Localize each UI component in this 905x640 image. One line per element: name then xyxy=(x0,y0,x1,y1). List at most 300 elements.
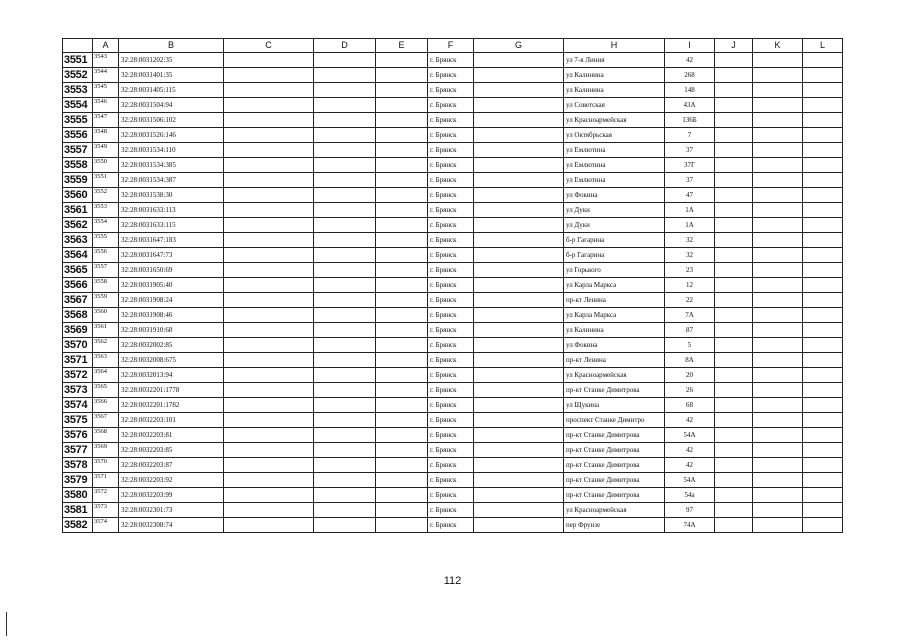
cell-l xyxy=(803,68,843,83)
cell-i: 37 xyxy=(665,143,715,158)
cell-a: 3564 xyxy=(93,368,119,383)
cell-k xyxy=(753,248,803,263)
cell-h: ул Горького xyxy=(564,263,665,278)
cell-f: г. Брянск xyxy=(428,338,474,353)
cell-g xyxy=(474,113,564,128)
cell-i: 37Г xyxy=(665,158,715,173)
column-header-corner xyxy=(63,39,93,53)
cell-i: 32 xyxy=(665,248,715,263)
cell-h: ул 7-я Линия xyxy=(564,53,665,68)
cell-d xyxy=(314,188,376,203)
row-number: 3555 xyxy=(63,113,93,128)
cell-b: 32:28:0031534:385 xyxy=(119,158,224,173)
cell-i: 12 xyxy=(665,278,715,293)
cell-l xyxy=(803,218,843,233)
cell-f: г. Брянск xyxy=(428,128,474,143)
row-number: 3582 xyxy=(63,518,93,533)
cell-b: 32:28:0031504:94 xyxy=(119,98,224,113)
cell-d xyxy=(314,203,376,218)
cell-e xyxy=(376,413,428,428)
cell-a: 3557 xyxy=(93,263,119,278)
cell-f: г. Брянск xyxy=(428,518,474,533)
cell-l xyxy=(803,278,843,293)
cell-b: 32:28:0031526:146 xyxy=(119,128,224,143)
data-table xyxy=(62,38,843,533)
column-header-k: K xyxy=(753,39,803,53)
cell-g xyxy=(474,278,564,293)
cell-c xyxy=(224,368,314,383)
cell-l xyxy=(803,203,843,218)
cell-f: г. Брянск xyxy=(428,488,474,503)
cell-e xyxy=(376,488,428,503)
cell-l xyxy=(803,53,843,68)
cell-d xyxy=(314,458,376,473)
margin-mark xyxy=(6,612,7,636)
table-row xyxy=(63,368,843,383)
cell-d xyxy=(314,113,376,128)
cell-l xyxy=(803,128,843,143)
cell-g xyxy=(474,353,564,368)
cell-k xyxy=(753,68,803,83)
cell-k xyxy=(753,353,803,368)
cell-c xyxy=(224,98,314,113)
cell-j xyxy=(715,338,753,353)
cell-h: ул Емлютина xyxy=(564,158,665,173)
cell-d xyxy=(314,413,376,428)
cell-b: 32:28:0031910:68 xyxy=(119,323,224,338)
cell-a: 3566 xyxy=(93,398,119,413)
cell-a: 3572 xyxy=(93,488,119,503)
cell-b: 32:28:0031534:110 xyxy=(119,143,224,158)
cell-g xyxy=(474,53,564,68)
cell-j xyxy=(715,53,753,68)
cell-k xyxy=(753,263,803,278)
cell-j xyxy=(715,188,753,203)
cell-e xyxy=(376,188,428,203)
cell-l xyxy=(803,113,843,128)
cell-j xyxy=(715,368,753,383)
cell-b: 32:28:0031650:69 xyxy=(119,263,224,278)
cell-d xyxy=(314,143,376,158)
cell-b: 32:28:0031633:115 xyxy=(119,218,224,233)
cell-g xyxy=(474,218,564,233)
table-row xyxy=(63,293,843,308)
cell-f: г. Брянск xyxy=(428,218,474,233)
cell-f: г. Брянск xyxy=(428,443,474,458)
cell-h: б-р Гагарина xyxy=(564,248,665,263)
cell-h: ул Фокина xyxy=(564,338,665,353)
cell-f: г. Брянск xyxy=(428,263,474,278)
cell-l xyxy=(803,188,843,203)
cell-f: г. Брянск xyxy=(428,398,474,413)
row-number: 3581 xyxy=(63,503,93,518)
row-number: 3562 xyxy=(63,218,93,233)
cell-a: 3544 xyxy=(93,68,119,83)
cell-l xyxy=(803,368,843,383)
cell-f: г. Брянск xyxy=(428,98,474,113)
cell-k xyxy=(753,113,803,128)
cell-b: 32:28:0032203:99 xyxy=(119,488,224,503)
table-row xyxy=(63,458,843,473)
cell-a: 3556 xyxy=(93,248,119,263)
cell-i: 32 xyxy=(665,233,715,248)
cell-f: г. Брянск xyxy=(428,68,474,83)
cell-a: 3547 xyxy=(93,113,119,128)
cell-f: г. Брянск xyxy=(428,203,474,218)
cell-l xyxy=(803,353,843,368)
cell-b: 32:28:0031534:387 xyxy=(119,173,224,188)
cell-i: 74А xyxy=(665,518,715,533)
cell-b: 32:28:0032308:74 xyxy=(119,518,224,533)
cell-c xyxy=(224,518,314,533)
cell-a: 3574 xyxy=(93,518,119,533)
cell-e xyxy=(376,278,428,293)
cell-l xyxy=(803,98,843,113)
cell-c xyxy=(224,248,314,263)
cell-c xyxy=(224,443,314,458)
table-row xyxy=(63,308,843,323)
cell-a: 3543 xyxy=(93,53,119,68)
cell-j xyxy=(715,293,753,308)
cell-l xyxy=(803,473,843,488)
cell-h: пер Фрунзе xyxy=(564,518,665,533)
cell-a: 3570 xyxy=(93,458,119,473)
cell-h: ул Красноармейская xyxy=(564,113,665,128)
cell-e xyxy=(376,263,428,278)
cell-d xyxy=(314,383,376,398)
cell-g xyxy=(474,293,564,308)
cell-d xyxy=(314,503,376,518)
cell-a: 3562 xyxy=(93,338,119,353)
cell-e xyxy=(376,143,428,158)
cell-c xyxy=(224,293,314,308)
cell-a: 3559 xyxy=(93,293,119,308)
cell-e xyxy=(376,308,428,323)
cell-b: 32:28:0032008:675 xyxy=(119,353,224,368)
cell-i: 37 xyxy=(665,173,715,188)
cell-a: 3555 xyxy=(93,233,119,248)
cell-a: 3563 xyxy=(93,353,119,368)
cell-e xyxy=(376,338,428,353)
cell-b: 32:28:0032203:92 xyxy=(119,473,224,488)
row-number: 3578 xyxy=(63,458,93,473)
cell-b: 32:28:0031647:183 xyxy=(119,233,224,248)
table-row xyxy=(63,473,843,488)
cell-l xyxy=(803,263,843,278)
row-number: 3570 xyxy=(63,338,93,353)
cell-g xyxy=(474,263,564,278)
cell-a: 3552 xyxy=(93,188,119,203)
cell-a: 3573 xyxy=(93,503,119,518)
cell-j xyxy=(715,443,753,458)
cell-h: пр-кт Станке Димитрова xyxy=(564,383,665,398)
row-number: 3563 xyxy=(63,233,93,248)
cell-k xyxy=(753,473,803,488)
cell-l xyxy=(803,383,843,398)
column-header-h: H xyxy=(564,39,665,53)
cell-g xyxy=(474,413,564,428)
cell-c xyxy=(224,353,314,368)
cell-h: проспект Станке Димитро xyxy=(564,413,665,428)
cell-d xyxy=(314,263,376,278)
table-row xyxy=(63,233,843,248)
cell-j xyxy=(715,68,753,83)
table-row xyxy=(63,443,843,458)
cell-k xyxy=(753,413,803,428)
cell-j xyxy=(715,398,753,413)
cell-f: г. Брянск xyxy=(428,368,474,383)
cell-d xyxy=(314,83,376,98)
cell-k xyxy=(753,308,803,323)
cell-f: г. Брянск xyxy=(428,113,474,128)
table-row xyxy=(63,158,843,173)
table-row xyxy=(63,98,843,113)
cell-i: 7 xyxy=(665,128,715,143)
cell-d xyxy=(314,248,376,263)
cell-e xyxy=(376,53,428,68)
cell-j xyxy=(715,128,753,143)
row-number: 3567 xyxy=(63,293,93,308)
cell-j xyxy=(715,98,753,113)
cell-g xyxy=(474,443,564,458)
cell-c xyxy=(224,113,314,128)
cell-e xyxy=(376,443,428,458)
cell-i: 268 xyxy=(665,68,715,83)
cell-j xyxy=(715,323,753,338)
cell-c xyxy=(224,203,314,218)
cell-j xyxy=(715,233,753,248)
row-number: 3556 xyxy=(63,128,93,143)
cell-h: ул Калинина xyxy=(564,83,665,98)
cell-f: г. Брянск xyxy=(428,158,474,173)
cell-c xyxy=(224,383,314,398)
cell-b: 32:28:0032203:101 xyxy=(119,413,224,428)
cell-c xyxy=(224,158,314,173)
cell-e xyxy=(376,428,428,443)
cell-e xyxy=(376,398,428,413)
column-header-l: L xyxy=(803,39,843,53)
column-header-j: J xyxy=(715,39,753,53)
cell-j xyxy=(715,413,753,428)
cell-b: 32:28:0031202:35 xyxy=(119,53,224,68)
cell-d xyxy=(314,398,376,413)
cell-e xyxy=(376,353,428,368)
cell-e xyxy=(376,218,428,233)
cell-c xyxy=(224,83,314,98)
cell-k xyxy=(753,203,803,218)
cell-b: 32:28:0031905:40 xyxy=(119,278,224,293)
cell-f: г. Брянск xyxy=(428,143,474,158)
cell-k xyxy=(753,278,803,293)
cell-l xyxy=(803,413,843,428)
cell-k xyxy=(753,383,803,398)
cell-e xyxy=(376,518,428,533)
cell-i: 5 xyxy=(665,338,715,353)
cell-g xyxy=(474,338,564,353)
table-row xyxy=(63,188,843,203)
table-row xyxy=(63,503,843,518)
cell-i: 87 xyxy=(665,323,715,338)
cell-i: 1А xyxy=(665,218,715,233)
cell-b: 32:28:0031506:102 xyxy=(119,113,224,128)
row-number: 3579 xyxy=(63,473,93,488)
cell-k xyxy=(753,143,803,158)
column-header-c: C xyxy=(224,39,314,53)
cell-k xyxy=(753,293,803,308)
cell-h: ул Дуки xyxy=(564,203,665,218)
cell-h: пр-кт Ленина xyxy=(564,293,665,308)
cell-i: 148 xyxy=(665,83,715,98)
cell-l xyxy=(803,338,843,353)
table-row xyxy=(63,488,843,503)
cell-h: пр-кт Станке Димитрова xyxy=(564,458,665,473)
cell-d xyxy=(314,68,376,83)
table-row xyxy=(63,518,843,533)
cell-k xyxy=(753,428,803,443)
table-row xyxy=(63,353,843,368)
cell-f: г. Брянск xyxy=(428,233,474,248)
cell-c xyxy=(224,68,314,83)
cell-i: 42 xyxy=(665,413,715,428)
cell-l xyxy=(803,248,843,263)
cell-g xyxy=(474,428,564,443)
cell-k xyxy=(753,488,803,503)
cell-c xyxy=(224,503,314,518)
cell-h: пр-кт Станке Димитрова xyxy=(564,428,665,443)
cell-l xyxy=(803,233,843,248)
cell-d xyxy=(314,428,376,443)
cell-h: пр-кт Ленина xyxy=(564,353,665,368)
row-number: 3569 xyxy=(63,323,93,338)
cell-e xyxy=(376,158,428,173)
cell-g xyxy=(474,173,564,188)
row-number: 3571 xyxy=(63,353,93,368)
cell-j xyxy=(715,263,753,278)
table-row xyxy=(63,203,843,218)
row-number: 3565 xyxy=(63,263,93,278)
cell-g xyxy=(474,503,564,518)
cell-k xyxy=(753,158,803,173)
cell-f: г. Брянск xyxy=(428,188,474,203)
cell-j xyxy=(715,428,753,443)
cell-k xyxy=(753,368,803,383)
cell-a: 3548 xyxy=(93,128,119,143)
row-number: 3568 xyxy=(63,308,93,323)
cell-l xyxy=(803,83,843,98)
row-number: 3572 xyxy=(63,368,93,383)
cell-b: 32:28:0032203:85 xyxy=(119,443,224,458)
cell-d xyxy=(314,98,376,113)
cell-k xyxy=(753,458,803,473)
cell-c xyxy=(224,338,314,353)
cell-h: ул Красноармейская xyxy=(564,368,665,383)
cell-j xyxy=(715,203,753,218)
cell-e xyxy=(376,503,428,518)
cell-g xyxy=(474,473,564,488)
cell-b: 32:28:0032201:1782 xyxy=(119,398,224,413)
cell-h: ул Дуки xyxy=(564,218,665,233)
cell-g xyxy=(474,458,564,473)
cell-k xyxy=(753,323,803,338)
cell-c xyxy=(224,323,314,338)
cell-i: 42 xyxy=(665,458,715,473)
cell-g xyxy=(474,248,564,263)
cell-b: 32:28:0031647:73 xyxy=(119,248,224,263)
cell-e xyxy=(376,68,428,83)
cell-a: 3560 xyxy=(93,308,119,323)
cell-f: г. Брянск xyxy=(428,503,474,518)
cell-g xyxy=(474,233,564,248)
cell-b: 32:28:0032301:73 xyxy=(119,503,224,518)
row-number: 3560 xyxy=(63,188,93,203)
cell-f: г. Брянск xyxy=(428,383,474,398)
cell-i: 54А xyxy=(665,473,715,488)
cell-h: ул Емлютина xyxy=(564,173,665,188)
cell-j xyxy=(715,83,753,98)
cell-d xyxy=(314,53,376,68)
cell-l xyxy=(803,308,843,323)
column-header-b: B xyxy=(119,39,224,53)
cell-l xyxy=(803,458,843,473)
row-number: 3576 xyxy=(63,428,93,443)
cell-j xyxy=(715,143,753,158)
cell-i: 22 xyxy=(665,293,715,308)
cell-e xyxy=(376,128,428,143)
cell-g xyxy=(474,128,564,143)
cell-c xyxy=(224,473,314,488)
table-row xyxy=(63,413,843,428)
row-number: 3558 xyxy=(63,158,93,173)
cell-h: ул Калинина xyxy=(564,68,665,83)
cell-l xyxy=(803,143,843,158)
column-header-row xyxy=(63,39,843,53)
cell-k xyxy=(753,443,803,458)
cell-e xyxy=(376,473,428,488)
cell-l xyxy=(803,173,843,188)
cell-h: ул Карла Маркса xyxy=(564,308,665,323)
cell-i: 54А xyxy=(665,428,715,443)
cell-d xyxy=(314,158,376,173)
cell-k xyxy=(753,518,803,533)
column-header-a: A xyxy=(93,39,119,53)
cell-b: 32:28:0032201:1778 xyxy=(119,383,224,398)
cell-d xyxy=(314,308,376,323)
cell-c xyxy=(224,173,314,188)
row-number: 3559 xyxy=(63,173,93,188)
cell-f: г. Брянск xyxy=(428,293,474,308)
column-header-i: I xyxy=(665,39,715,53)
cell-l xyxy=(803,398,843,413)
table-row xyxy=(63,218,843,233)
cell-a: 3568 xyxy=(93,428,119,443)
cell-d xyxy=(314,278,376,293)
cell-e xyxy=(376,248,428,263)
cell-k xyxy=(753,503,803,518)
table-row xyxy=(63,383,843,398)
cell-e xyxy=(376,113,428,128)
cell-i: 20 xyxy=(665,368,715,383)
column-header-d: D xyxy=(314,39,376,53)
cell-c xyxy=(224,233,314,248)
cell-g xyxy=(474,98,564,113)
cell-b: 32:28:0032013:94 xyxy=(119,368,224,383)
cell-l xyxy=(803,428,843,443)
cell-k xyxy=(753,233,803,248)
cell-g xyxy=(474,518,564,533)
cell-d xyxy=(314,473,376,488)
table-row xyxy=(63,428,843,443)
cell-f: г. Брянск xyxy=(428,428,474,443)
